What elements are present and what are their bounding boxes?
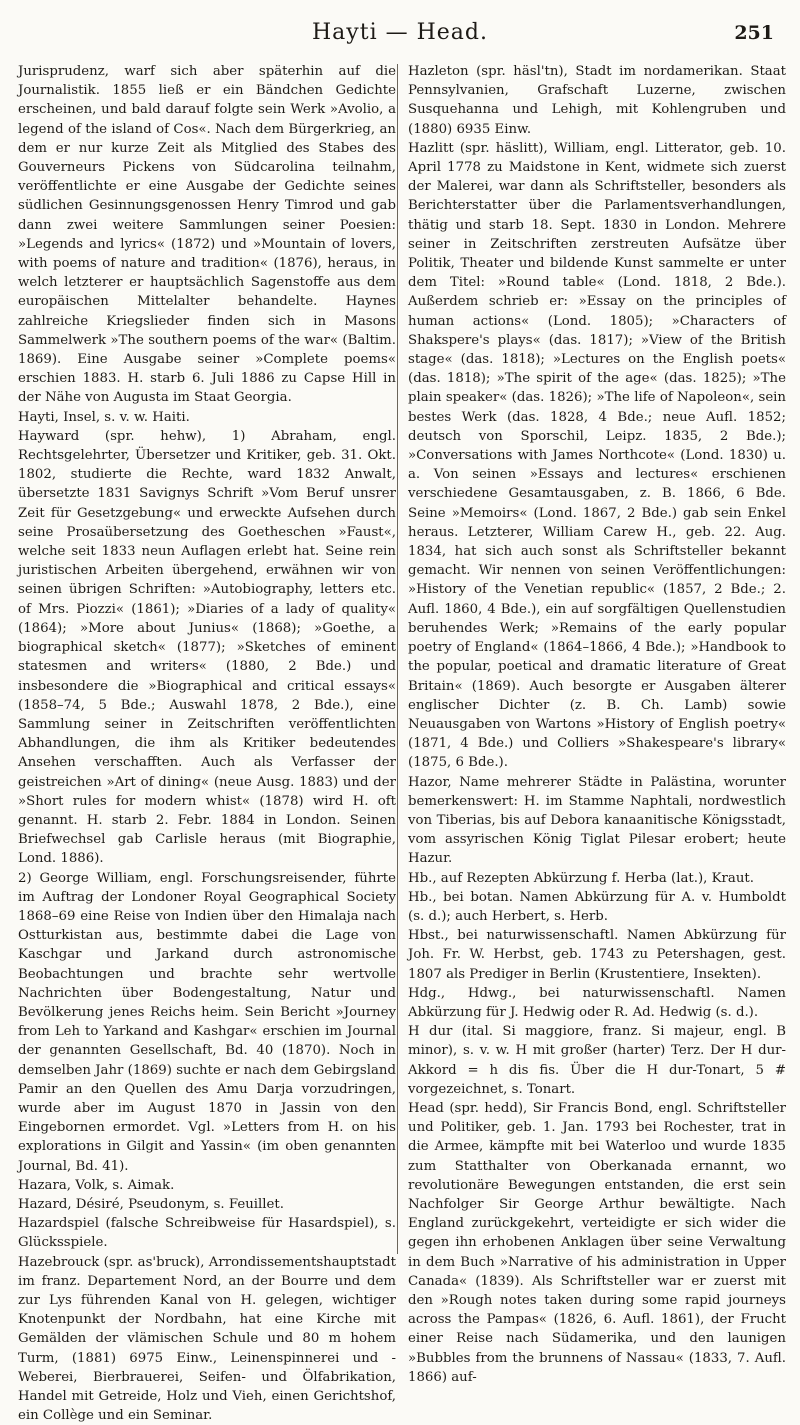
- entry-hazlitt: Hazlitt (spr. häslitt), William, engl. Litterator, geb. 10. April 1778 zu Maidstone in Kent, widmete sich zuerst der Malerei, war dann als Schriftsteller, besonders als Berichterstatter über die Parlamentsverhandlungen, thätig und starb 18. Sept. 1830 in London. Mehrere seiner in Zeitschriften zerstreuten Aufsätze über Politik, Theater und bildende Kunst sammelte er unter dem Titel: »Round table« (Lond. 1818, 2 Bde.). Außerdem schrieb er: »Essay on the principles of human actions« (Lond. 1805); »Characters of Shakspere's plays« (das. 1817); »View of the British stage« (das. 1818); »Lectures on the English poets« (das. 1818); »The spirit of the age« (das. 1825); »The plain speaker« (das. 1826); »The life of Napoleon«, sein bestes Werk (das. 1828, 4 Bde.; neue Aufl. 1852; deutsch von Sporschil, Leipz. 1835, 2 Bde.); »Conversations with James Northcote« (Lond. 1830) u. a. Von seinen »Essays and lectures« erschienen verschiedene Gesamtausgaben, z. B. 1866, 6 Bde. Seine »Memoirs« (Lond. 1867, 2 Bde.) gab sein Enkel heraus. Letzterer, William Carew H., geb. 22. Aug. 1834, hat sich auch sonst als Schriftsteller bekannt gemacht. Wir nennen von seinen Veröffentlichungen: »History of the Venetian republic« (1857, 2 Bde.; 2. Aufl. 1860, 4 Bde.), ein auf sorgfältigen Quellenstudien beruhendes Werk; »Remains of the early popular poetry of England« (1864–1866, 4 Bde.); »Handbook to the popular, poetical and dramatic literature of Great Britain« (1869). Auch besorgte er Ausgaben älterer englischer Dichter (z. B. Ch. Lamb) sowie Neuausgaben von Wartons »History of English poetry« (1871, 4 Bde.) und Colliers »Shakespeare's library« (1875, 6 Bde.).: [408, 140, 786, 771]
- page-number: 251: [734, 22, 774, 44]
- entry-hb-humboldt: Hb., bei botan. Namen Abkürzung für A. v. Humboldt (s. d.); auch Herbert, s. Herb.: [408, 889, 786, 924]
- entry-continuation: Jurisprudenz, warf sich aber späterhin auf die Journalistik. 1855 ließ er ein Bändchen Gedichte erscheinen, und bald darauf folgte sein Werk »Avolio, a legend of the island of Cos«. Nach dem Bürgerkrieg, an dem er nur kurze Zeit als Mitglied des Stabes des Gouverneurs Pickens von Südcarolina teilnahm, veröffentlichte er eine Ausgabe der Gedichte seines südlichen Gesinnungsgenossen Henry Timrod und gab dann zwei weitere Sammlungen seiner Poesien: »Legends and lyrics« (1872) und »Mountain of lovers, with poems of nature and tradition« (1876), heraus, in welch letzterer er hauptsächlich Sagenstoffe aus dem europäischen Mittelalter behandelte. Haynes zahlreiche Kriegslieder finden sich in Masons Sammelwerk »The southern poems of the war« (Baltim. 1869). Eine Ausgabe seiner »Complete poems« erschien 1883. H. starb 6. Juli 1886 zu Capse Hill in der Nähe von Augusta im Staat Georgia.: [18, 64, 396, 406]
- page-header: [0, 14, 800, 54]
- entry-hayward: Hayward (spr. hehw), 1) Abraham, engl. Rechtsgelehrter, Übersetzer und Kritiker, geb. 31. Okt. 1802, studierte die Rechte, ward 1832 Anwalt, übersetzte 1831 Savignys Schrift »Vom Beruf unsrer Zeit für Gesetzgebung« und erweckte Aufsehen durch seine Prosaübersetzung des Goetheschen »Faust«, welche seit 1833 neun Auflagen erlebt hat. Seine rein juristischen Arbeiten übergehend, erwähnen wir von seinen übrigen Schriften: »Autobiography, letters etc. of Mrs. Piozzi« (1861); »Diaries of a lady of quality« (1864); »More about Junius« (1868); »Goethe, a biographical sketch« (1877); »Sketches of eminent statesmen and writers« (1880, 2 Bde.) und insbesondere die »Biographical and critical essays« (1858–74, 5 Bde.; Auswahl 1878, 2 Bde.), eine Sammlung seiner in Zeitschriften veröffentlichten Abhandlungen, die ihm als Kritiker bedeutendes Ansehen verschafften. Auch als Verfasser der geistreichen »Art of dining« (neue Ausg. 1883) und der »Short rules for modern whist« (1878) wird H. oft genannt. H. starb 2. Febr. 1884 in London. Seinen Briefwechsel gab Carlisle heraus (mit Biographie, Lond. 1886).: [18, 428, 396, 867]
- entry-hazara: Hazara, Volk, s. Aimak.: [18, 1177, 175, 1193]
- entry-hazebrouck: Hazebrouck (spr. as'bruck), Arrondissementshauptstadt im franz. Departement Nord, an der Bourre und dem zur Lys führenden Kanal von H. gelegen, wichtiger Knotenpunkt der Nordbahn, hat eine Kirche mit Gemälden der vlämischen Schule und 80 m hohem Turm, (1881) 6975 Einw., Leinenspinnerei und -Weberei, Bierbrauerei, Seifen- und Ölfabrikation, Handel mit Getreide, Holz und Vieh, einen Gerichtshof, ein Collège und ein Seminar.: [18, 1254, 396, 1424]
- entry-h-dur: H dur (ital. Si maggiore, franz. Si majeur, engl. B minor), s. v. w. H mit großer (harter) Terz. Der H dur-Akkord = h dis fis. Über die H dur-Tonart, 5 # vorgezeichnet, s. Tonart.: [408, 1024, 786, 1097]
- entry-hazard: Hazard, Désiré, Pseudonym, s. Feuillet.: [18, 1196, 284, 1212]
- entry-hb-herba: Hb., auf Rezepten Abkürzung f. Herba (lat.), Kraut.: [408, 870, 754, 886]
- entry-hazardspiel: Hazardspiel (falsche Schreibweise für Hasardspiel), s. Glücksspiele.: [18, 1216, 396, 1251]
- entry-hbst: Hbst., bei naturwissenschaftl. Namen Abkürzung für Joh. Fr. W. Herbst, geb. 1743 zu Petershagen, gest. 1807 als Prediger in Berlin (Krustentiere, Insekten).: [408, 928, 786, 982]
- entry-head: Head (spr. hedd), Sir Francis Bond, engl. Schriftsteller und Politiker, geb. 1. Jan. 1793 bei Rochester, trat in die Armee, kämpfte mit bei Waterloo und wurde 1835 zum Statthalter von Oberkanada ernannt, wo revolutionäre Bewegungen entstanden, die erst sein Nachfolger Sir George Arthur bewältigte. Nach England zurückgekehrt, verteidigte er sich wider die gegen ihn erhobenen Anklagen über seine Verwaltung in dem Buch »Narrative of his administration in Upper Canada« (1839). Als Schriftsteller war er zuerst mit den »Rough notes taken during some rapid journeys across the Pampas« (1826, 6. Aufl. 1861), der Frucht einer Reise nach Südamerika, und den launigen »Bubbles from the brunnens of Nassau« (1833, 7. Aufl. 1866) auf-: [408, 1100, 786, 1385]
- entry-hayward-2: 2) George William, engl. Forschungsreisender, führte im Auftrag der Londoner Royal Geographical Society 1868–69 eine Reise von Indien über den Himalaja nach Ostturkistan aus, bestimmte dabei die Lage von Kaschgar und Jarkand durch astronomische Beobachtungen und brachte sehr wertvolle Nachrichten über Bodengestaltung, Natur und Bevölkerung jenes Reichs heim. Sein Bericht »Journey from Leh to Yarkand and Kashgar« erschien im Journal der genannten Gesellschaft, Bd. 40 (1870). Noch in demselben Jahr (1869) suchte er nach dem Gebirgsland Pamir an den Quellen des Amu Darja vorzudringen, wurde aber im August 1870 in Jassin von den Eingebornen ermordet. Vgl. »Letters from H. on his explorations in Gilgit and Yassin« (im oben genannten Journal, Bd. 41).: [18, 870, 396, 1174]
- entry-hdg: Hdg., Hdwg., bei naturwissenschaftl. Namen Abkürzung für J. Hedwig oder R. Ad. Hedwig (s. d.).: [408, 985, 786, 1020]
- running-title: Hayti — Head.: [312, 20, 488, 45]
- entry-hayti: Hayti, Insel, s. v. w. Haiti.: [18, 409, 190, 425]
- entry-hazleton: Hazleton (spr. häsl'tn), Stadt im nordamerikan. Staat Pennsylvanien, Grafschaft Luzerne, zwischen Susquehanna und Lehigh, mit Kohlengruben und (1880) 6935 Einw.: [408, 64, 786, 137]
- right-column: [408, 62, 786, 1385]
- left-column: [18, 62, 396, 1424]
- column-divider: [397, 64, 398, 1254]
- entry-hazor: Hazor, Name mehrerer Städte in Palästina, worunter bemerkenswert: H. im Stamme Naphtali, nordwestlich von Tiberias, bis auf Debora kanaanitische Königsstadt, vom assyrischen König Tiglat Pilesar erobert; heute Hazur.: [408, 774, 786, 867]
